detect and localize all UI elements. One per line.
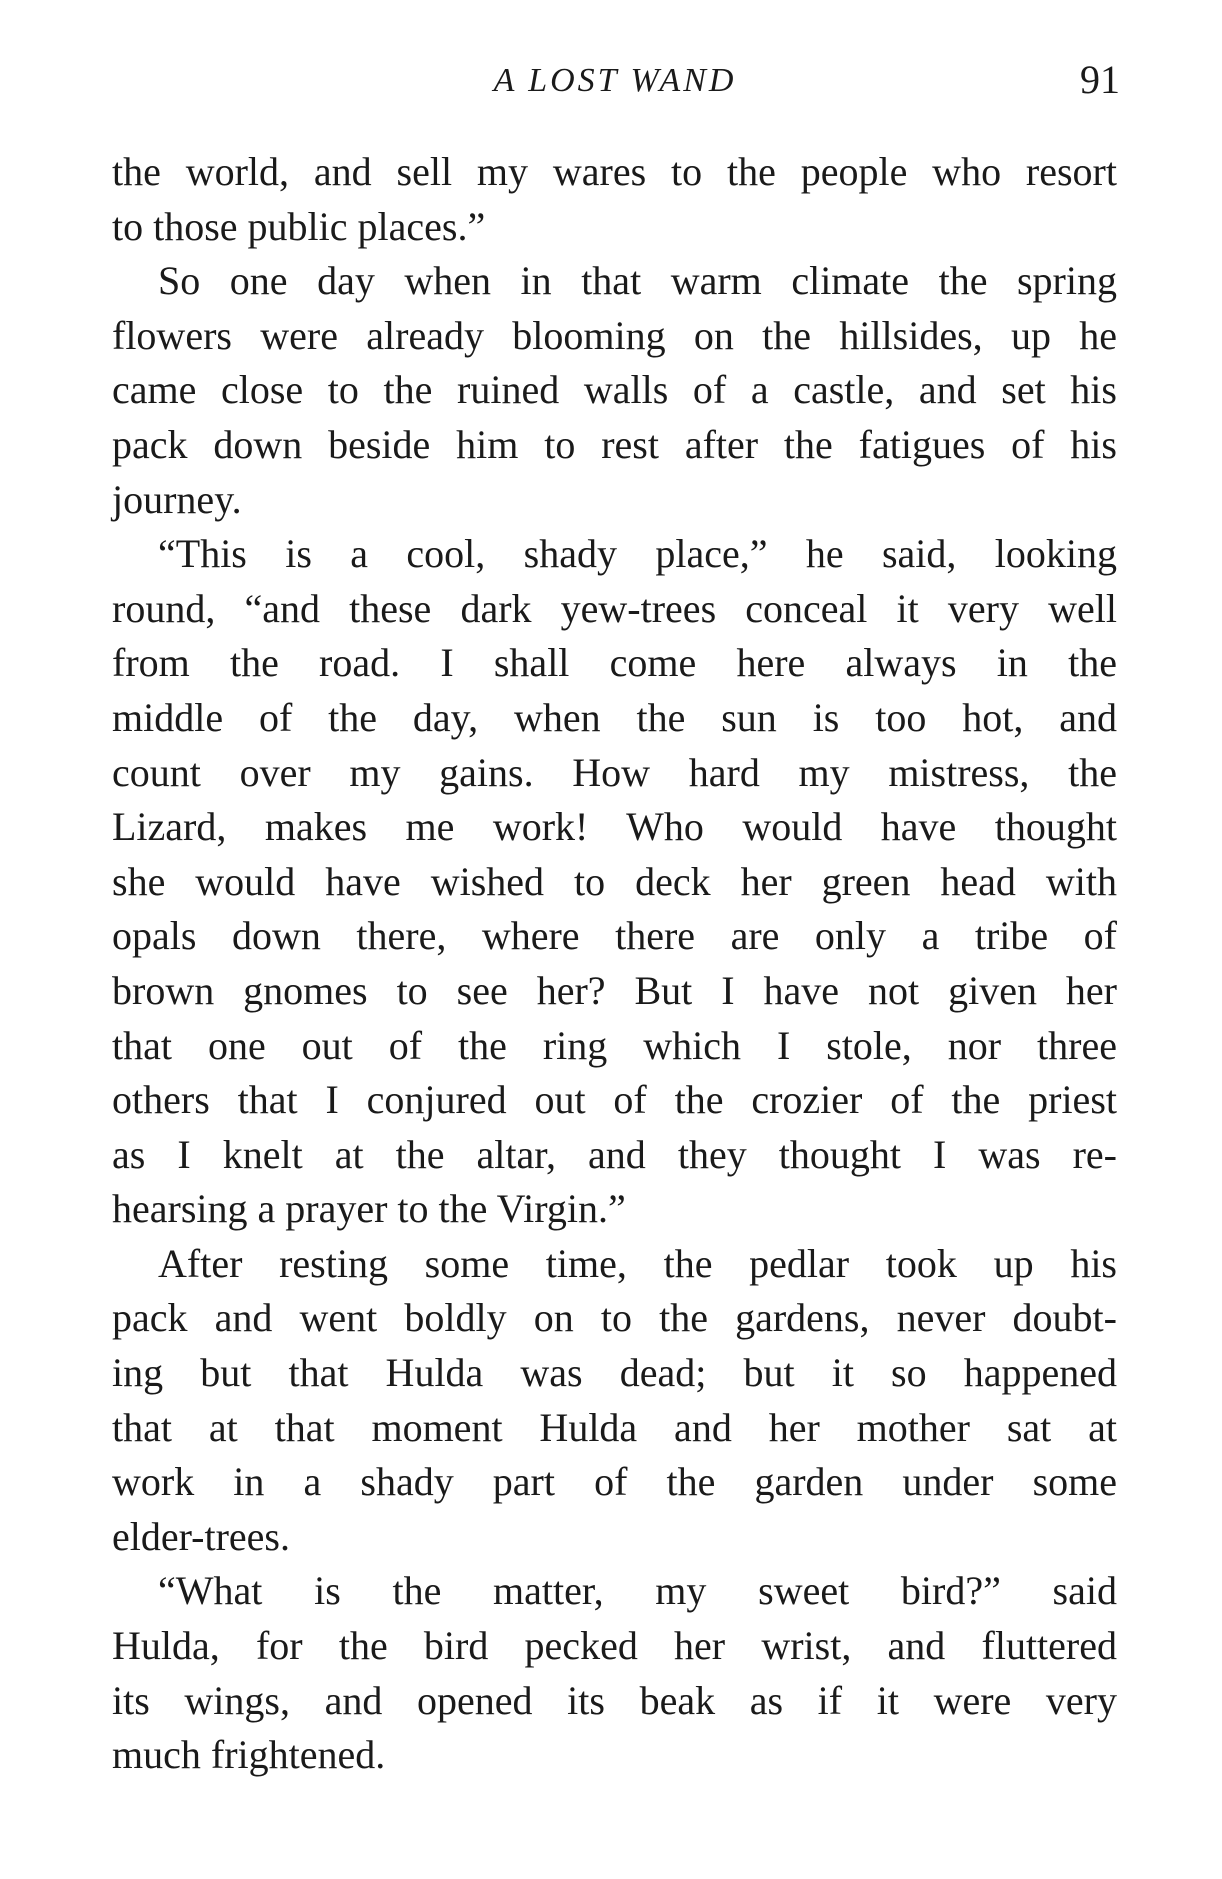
text-line: came close to the ruined walls of a castle, and set his bbox=[112, 367, 1117, 413]
text-line: “This is a cool, shady place,” he said, looking bbox=[158, 531, 1117, 577]
text-line: to those public places.” bbox=[112, 203, 486, 249]
body-text bbox=[112, 145, 1117, 1783]
running-title: A LOST WAND bbox=[493, 62, 737, 99]
text-line: the world, and sell my wares to the people who resort bbox=[112, 149, 1117, 194]
text-line: “What is the matter, my sweet bird?” said bbox=[158, 1568, 1117, 1614]
text-line: she would have wished to deck her green head with bbox=[112, 858, 1117, 904]
text-line: as I knelt at the altar, and they thought I was re- bbox=[112, 1131, 1117, 1177]
text-line: Lizard, makes me work! Who would have thought bbox=[112, 804, 1117, 850]
text-line: from the road. I shall come here always in the bbox=[112, 640, 1117, 686]
text-line: opals down there, where there are only a tribe of bbox=[112, 913, 1117, 959]
text-line: much frightened. bbox=[112, 1732, 386, 1778]
text-line: flowers were already blooming on the hillsides, up he bbox=[112, 312, 1117, 358]
text-line: ing but that Hulda was dead; but it so happened bbox=[112, 1350, 1117, 1396]
text-line: middle of the day, when the sun is too hot, and bbox=[112, 694, 1117, 740]
text-line: Hulda, for the bird pecked her wrist, and fluttered bbox=[112, 1623, 1117, 1669]
text-line: So one day when in that warm climate the spring bbox=[158, 258, 1117, 304]
text-line: pack down beside him to rest after the fatigues of his bbox=[112, 421, 1117, 467]
page-number: 91 bbox=[1080, 57, 1120, 102]
text-line: brown gnomes to see her? But I have not given her bbox=[112, 967, 1117, 1013]
text-line: After resting some time, the pedlar took up his bbox=[158, 1240, 1117, 1286]
text-line: round, “and these dark yew-trees conceal it very well bbox=[112, 585, 1117, 631]
text-line: others that I conjured out of the crozier of the priest bbox=[112, 1077, 1117, 1123]
text-line: journey. bbox=[112, 476, 242, 522]
running-head bbox=[110, 57, 1120, 122]
text-line: count over my gains. How hard my mistress, the bbox=[112, 749, 1117, 795]
text-line: elder-trees. bbox=[112, 1513, 290, 1559]
text-line: work in a shady part of the garden under some bbox=[112, 1459, 1117, 1505]
text-line: pack and went boldly on to the gardens, never doubt- bbox=[112, 1295, 1117, 1341]
text-line: that at that moment Hulda and her mother sat at bbox=[112, 1404, 1117, 1450]
text-line: that one out of the ring which I stole, nor three bbox=[112, 1022, 1117, 1068]
text-line: its wings, and opened its beak as if it were very bbox=[112, 1677, 1117, 1723]
text-line: hearsing a prayer to the Virgin.” bbox=[112, 1186, 626, 1232]
